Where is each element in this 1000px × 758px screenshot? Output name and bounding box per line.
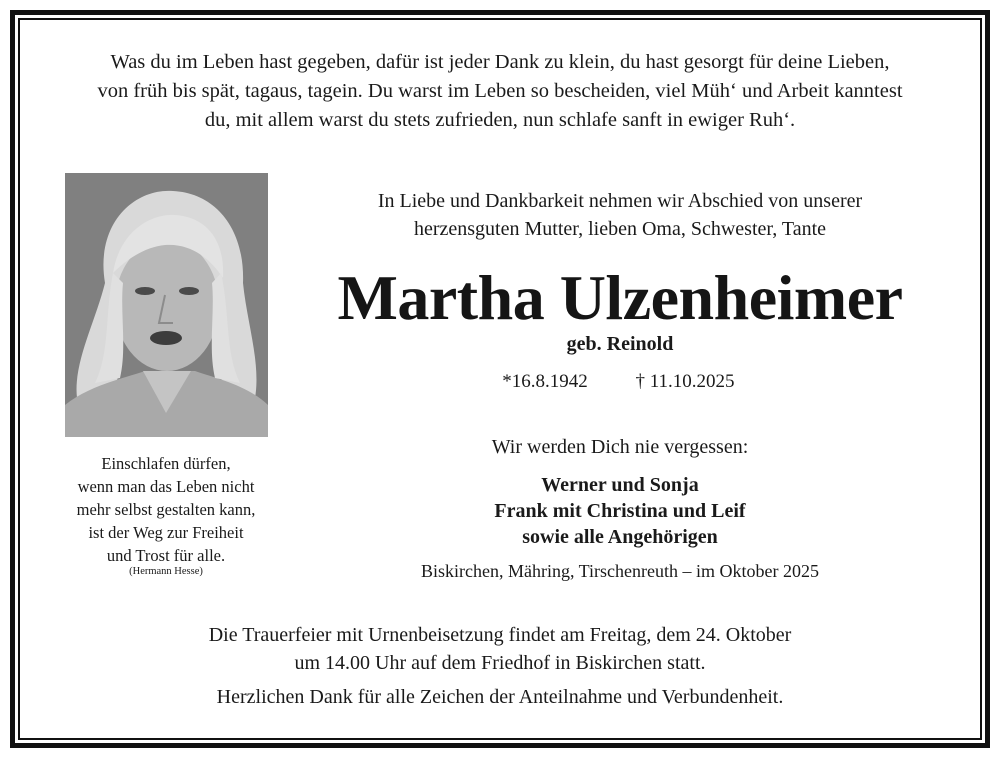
- funeral-info: [40, 621, 960, 677]
- portrait-photo: [65, 173, 268, 437]
- poem-line: von früh bis spät, tagaus, tagein. Du warst im Leben so bescheiden, viel Müh‘ und Arbeit kanntest: [97, 80, 903, 102]
- thanks-text: Herzlichen Dank für alle Zeichen der Anteilnahme und Verbundenheit.: [216, 686, 784, 708]
- poem: [40, 48, 960, 135]
- quote-line: mehr selbst gestalten kann,: [76, 500, 256, 519]
- funeral-line: um 14.00 Uhr auf dem Friedhof in Biskirchen statt.: [294, 652, 706, 674]
- portrait-illustration: [65, 173, 268, 437]
- death-date: † 11.10.2025: [635, 371, 735, 392]
- mourner-entry: Werner und Sonja: [541, 474, 699, 496]
- deceased-name: Martha Ulzenheimer: [337, 262, 903, 333]
- quote-line: wenn man das Leben nicht: [77, 477, 255, 496]
- remember-text: Wir werden Dich nie vergessen:: [491, 436, 749, 458]
- poem-line: Was du im Leben hast gegeben, dafür ist jeder Dank zu klein, du hast gesorgt für deine Lieben,: [110, 51, 890, 73]
- quote: [48, 452, 284, 567]
- quote-line: Einschlafen dürfen,: [101, 454, 231, 473]
- mourners-list: [300, 472, 940, 550]
- farewell-intro: [300, 187, 940, 243]
- quote-line: ist der Weg zur Freiheit: [88, 523, 244, 542]
- mourner-entry: sowie alle Angehörigen: [522, 526, 718, 548]
- mourner-entry: Frank mit Christina und Leif: [494, 500, 746, 522]
- place-date: Biskirchen, Mähring, Tirschenreuth – im Oktober 2025: [421, 561, 819, 581]
- poem-line: du, mit allem warst du stets zufrieden, nun schlafe sanft in ewiger Ruh‘.: [204, 109, 796, 131]
- intro-line: herzensguten Mutter, lieben Oma, Schwester, Tante: [413, 218, 827, 240]
- quote-line: und Trost für alle.: [106, 546, 226, 565]
- maiden-name: geb. Reinold: [566, 333, 674, 355]
- birth-date: *16.8.1942: [502, 371, 588, 392]
- quote-author: (Hermann Hesse): [129, 566, 203, 577]
- funeral-line: Die Trauerfeier mit Urnenbeisetzung findet am Freitag, dem 24. Oktober: [208, 624, 792, 646]
- intro-line: In Liebe und Dankbarkeit nehmen wir Abschied von unserer: [377, 190, 863, 212]
